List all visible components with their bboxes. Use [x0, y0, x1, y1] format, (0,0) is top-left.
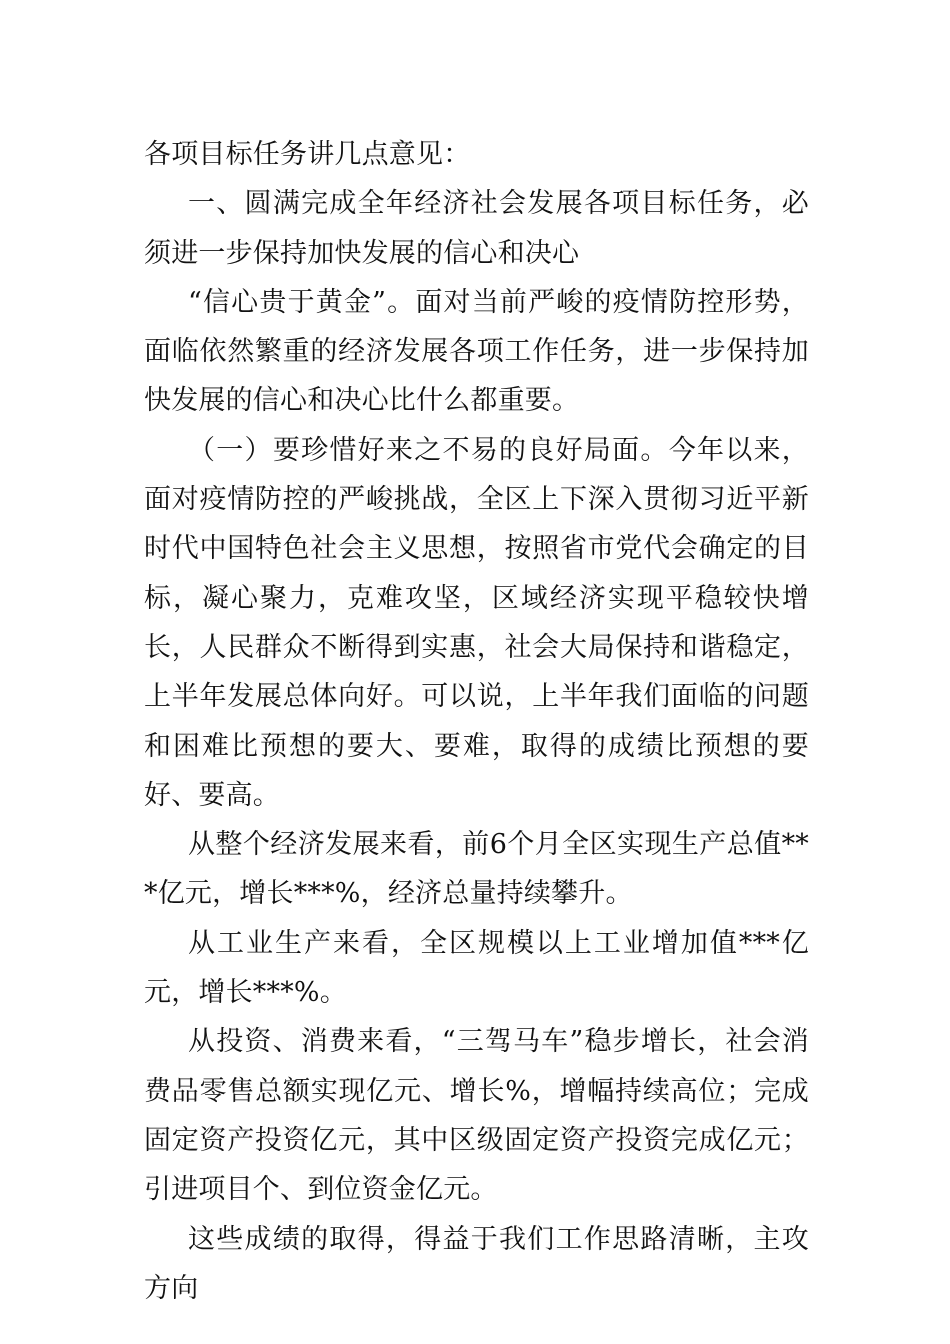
paragraph-achievements: 这些成绩的取得，得益于我们工作思路清晰，主攻方向	[144, 1223, 809, 1304]
paragraph-economy: 从整个经济发展来看，前6个月全区实现生产总值***亿元，增长***%，经济总量持续攀升。	[144, 829, 809, 910]
paragraph-industry: 从工业生产来看，全区规模以上工业增加值***亿元，增长***%。	[144, 927, 809, 1009]
document-body	[144, 130, 809, 1313]
paragraph-investment: 从投资、消费来看，“三驾马车”稳步增长，社会消费品零售总额实现亿元、增长%，增幅持续高位；完成固定资产投资亿元，其中区级固定资产投资完成亿元；引进项目个、到位资金亿元。	[144, 1026, 809, 1206]
paragraph-continuation: 各项目标任务讲几点意见：	[144, 139, 471, 170]
paragraph-confidence: “信心贵于黄金”。面对当前严峻的疫情防控形势，面临依然繁重的经济发展各项工作任务，进一步保持加快发展的信心和决心比什么都重要。	[144, 286, 809, 417]
section-heading-1: 一、圆满完成全年经济社会发展各项目标任务，必须进一步保持加快发展的信心和决心	[144, 188, 809, 269]
subsection-heading-1: （一）要珍惜好来之不易的良好局面。今年以来，面对疫情防控的严峻挑战，全区上下深入贯彻习近平新时代中国特色社会主义思想，按照省市党代会确定的目标，凝心聚力，克难攻坚，区域经济实现平稳较快增长，人民群众不断得到实惠，社会大局保持和谐稳定，上半年发展总体向好。可以说，上半年我们面临的问题和困难比预想的要大、要难，取得的成绩比预想的要好、要高。	[144, 434, 809, 811]
